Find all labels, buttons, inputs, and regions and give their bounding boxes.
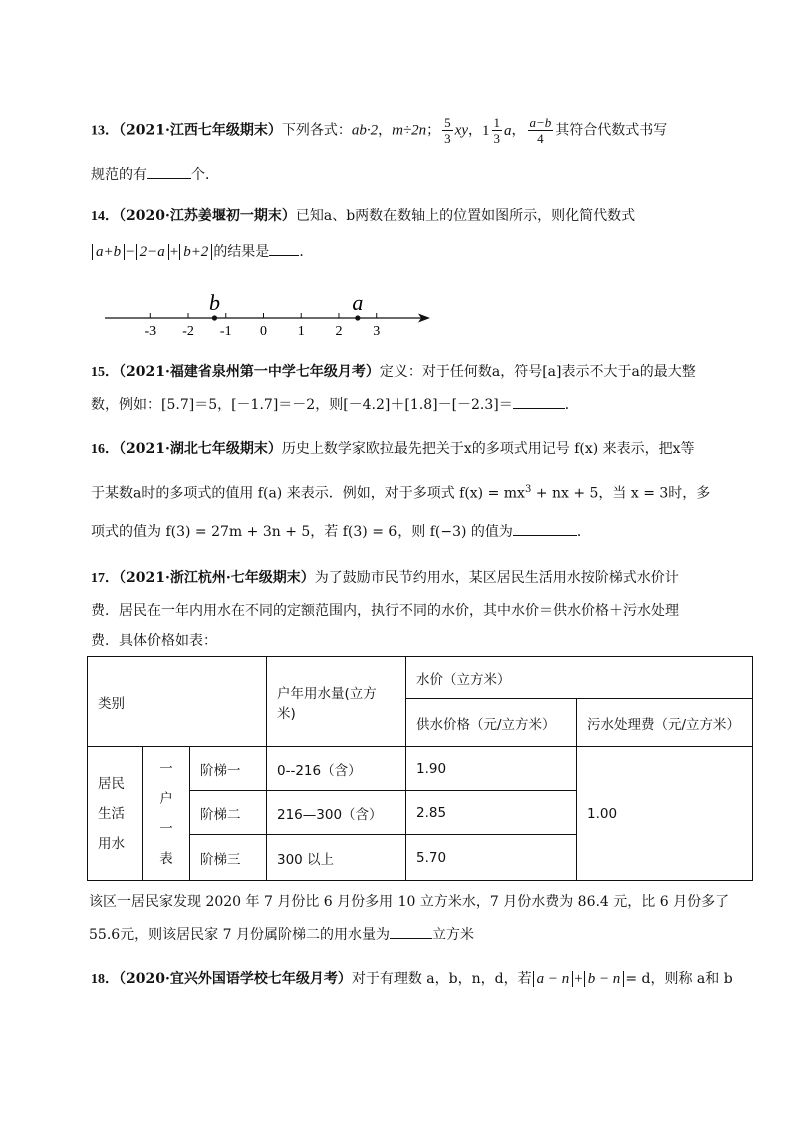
expression-2: m÷2n <box>392 122 427 139</box>
point-b <box>212 315 217 320</box>
question-15 <box>91 361 711 384</box>
supply-cell: 1.90 <box>406 747 577 791</box>
answer-blank[interactable] <box>513 394 565 409</box>
question-number: 13． <box>91 123 119 139</box>
question-text: 下列各式： <box>281 122 352 139</box>
absolute-value-1: a+b <box>92 244 125 260</box>
fraction-denominator: 3 <box>444 131 451 146</box>
question-text: 费．具体价格如表： <box>91 633 217 649</box>
question-source: （2020·宜兴外国语学校七年级月考） <box>119 971 352 987</box>
answer-blank[interactable] <box>147 164 191 179</box>
question-13-line-2 <box>91 164 711 186</box>
question-text: 规范的有 <box>91 167 147 183</box>
tier-cell: 阶梯一 <box>190 747 267 791</box>
exponent: 3 <box>524 484 532 495</box>
question-text: 个． <box>191 167 219 183</box>
question-text: 于某数a时的多项式的值用 f(a) 来表示．例如，对于多项式 f(x) = mx <box>91 485 525 502</box>
sewage-cell: 1.00 <box>577 747 753 881</box>
point-label-b: b <box>208 290 220 315</box>
tier-cell: 阶梯三 <box>190 835 267 881</box>
question-text: 对于有理数 a，b，n，d，若 <box>351 971 532 987</box>
fraction-numerator: 5 <box>444 115 451 130</box>
number-line-points <box>209 290 363 321</box>
supply-cell: 5.70 <box>406 835 577 881</box>
question-number: 15． <box>91 365 119 380</box>
variable: a <box>504 122 512 139</box>
separator: ； <box>426 122 441 139</box>
point-a <box>355 315 360 320</box>
question-text: ． <box>299 244 314 260</box>
question-source: （2021·浙江杭州·七年级期末） <box>119 570 315 586</box>
header-sewage: 污水处理费（元/立方米） <box>577 699 753 747</box>
answer-blank[interactable] <box>269 241 299 256</box>
question-source: （2021·江西七年级期末） <box>119 122 282 139</box>
question-number: 16． <box>91 442 119 457</box>
tick-label: -2 <box>182 324 194 339</box>
absolute-value-3: b+2 <box>179 244 212 260</box>
question-text: 其符合代数式书写 <box>555 122 668 139</box>
operator: + <box>169 244 179 260</box>
separator: ， <box>378 122 393 139</box>
fraction-numerator: 1 <box>493 115 500 130</box>
tier-cell: 阶梯二 <box>190 791 267 835</box>
tick-label: 1 <box>297 324 305 339</box>
tick-label: -3 <box>144 324 157 339</box>
tick-label: 0 <box>260 324 267 339</box>
number-line-ticks <box>144 313 380 339</box>
mixed-number <box>482 115 512 146</box>
tick-label: 2 <box>335 324 343 339</box>
usage-cell: 300 以上 <box>267 835 406 881</box>
question-source: （2021·福建省泉州第一中学七年级月考） <box>119 364 380 380</box>
question-text: 立方米 <box>431 927 474 943</box>
mixed-whole: 1 <box>482 122 490 139</box>
question-text: 已知a、b两数在数轴上的位置如图所示，则化简代数式 <box>295 208 636 224</box>
question-17-line-3 <box>91 630 711 652</box>
question-15-line-2 <box>91 394 711 416</box>
question-14-expression <box>91 241 711 263</box>
category-one-meter: 一户 一表 <box>143 747 190 881</box>
question-16 <box>91 438 711 461</box>
supply-cell: 2.85 <box>406 791 577 835</box>
question-text: ． <box>576 524 591 540</box>
operator: + <box>574 971 583 987</box>
fraction-5-3 <box>442 115 453 146</box>
fraction-denominator: 3 <box>493 131 500 146</box>
answer-blank[interactable] <box>390 924 432 939</box>
question-source: （2020·江苏姜堰初一期末） <box>119 208 296 224</box>
question-16-line-3 <box>91 521 711 543</box>
question-text: 费．居民在一年内用水在不同的定额范围内，执行不同的水价，其中水价＝供水价格＋污水处理 <box>91 603 679 619</box>
question-13 <box>91 115 711 146</box>
fraction-a-b-4 <box>528 115 554 146</box>
question-source: （2021·湖北七年级期末） <box>119 441 282 457</box>
usage-cell: 216—300（含） <box>267 791 406 835</box>
question-14 <box>91 205 711 228</box>
question-text: 该区一居民家发现 2020 年 7 月份比 6 月份多用 10 立方米水，7 月份水费为 86.4 元，比 6 月份多了 <box>89 894 730 910</box>
question-text: 的结果是 <box>213 244 270 260</box>
question-text: 55.6元，则该居民家 7 月份属阶梯二的用水量为 <box>89 927 390 943</box>
question-17 <box>91 567 711 590</box>
fraction-numerator: a−b <box>529 115 552 130</box>
water-price-table <box>87 656 753 881</box>
header-usage: 户年用水量(立方米) <box>267 657 406 747</box>
category-residential: 居民 生活 用水 <box>88 747 143 881</box>
fraction-denominator: 4 <box>537 131 544 146</box>
usage-cell: 0--216（含） <box>267 747 406 791</box>
operator: − <box>126 244 135 260</box>
answer-blank[interactable] <box>513 521 577 536</box>
point-label-a: a <box>352 290 364 315</box>
header-price: 水价（立方米） <box>406 657 753 699</box>
question-number: 17． <box>91 571 119 586</box>
mixed-fraction <box>492 115 503 146</box>
tick-label: 3 <box>373 324 381 339</box>
question-17-after-2 <box>89 924 709 946</box>
question-number: 18． <box>91 972 119 987</box>
question-text: 项式的值为 f(3) = 27m + 3n + 5，若 f(3) = 6，则 f(−3) 的值为 <box>91 524 513 540</box>
question-17-line-2 <box>91 600 711 622</box>
number-line <box>100 282 440 342</box>
absolute-value-2: b − n <box>584 971 625 987</box>
header-category: 类别 <box>88 657 267 747</box>
question-17-after-1 <box>89 891 730 913</box>
question-text: 历史上数学家欧拉最先把关于x的多项式用记号 f(x) 来表示，把x等 <box>281 441 695 457</box>
question-18 <box>91 968 733 991</box>
absolute-value-1: a − n <box>533 971 574 987</box>
header-supply: 供水价格（元/立方米） <box>406 699 577 747</box>
separator: ， <box>468 122 482 139</box>
tick-label: -1 <box>219 324 232 339</box>
question-16-line-2 <box>91 479 711 505</box>
question-text: ． <box>564 397 579 413</box>
question-text: 为了鼓励市民节约用水，某区居民生活用水按阶梯式水价计 <box>314 570 679 586</box>
question-text: + nx + 5，当 x = 3时，多 <box>531 485 711 502</box>
absolute-value-2: 2−a <box>136 244 169 260</box>
question-text: 定义：对于任何数a，符号[a]表示不大于a的最大整 <box>379 364 696 380</box>
question-number: 14． <box>91 209 119 224</box>
question-text: 数，例如：[5.7]＝5，[－1.7]＝－2，则[－4.2]＋[1.8]－[－2.3]＝ <box>91 397 513 413</box>
question-text: = d，则称 a和 b <box>625 971 733 987</box>
expression-1: ab·2 <box>351 122 379 139</box>
separator: ， <box>511 122 526 139</box>
variable: xy <box>454 122 468 139</box>
